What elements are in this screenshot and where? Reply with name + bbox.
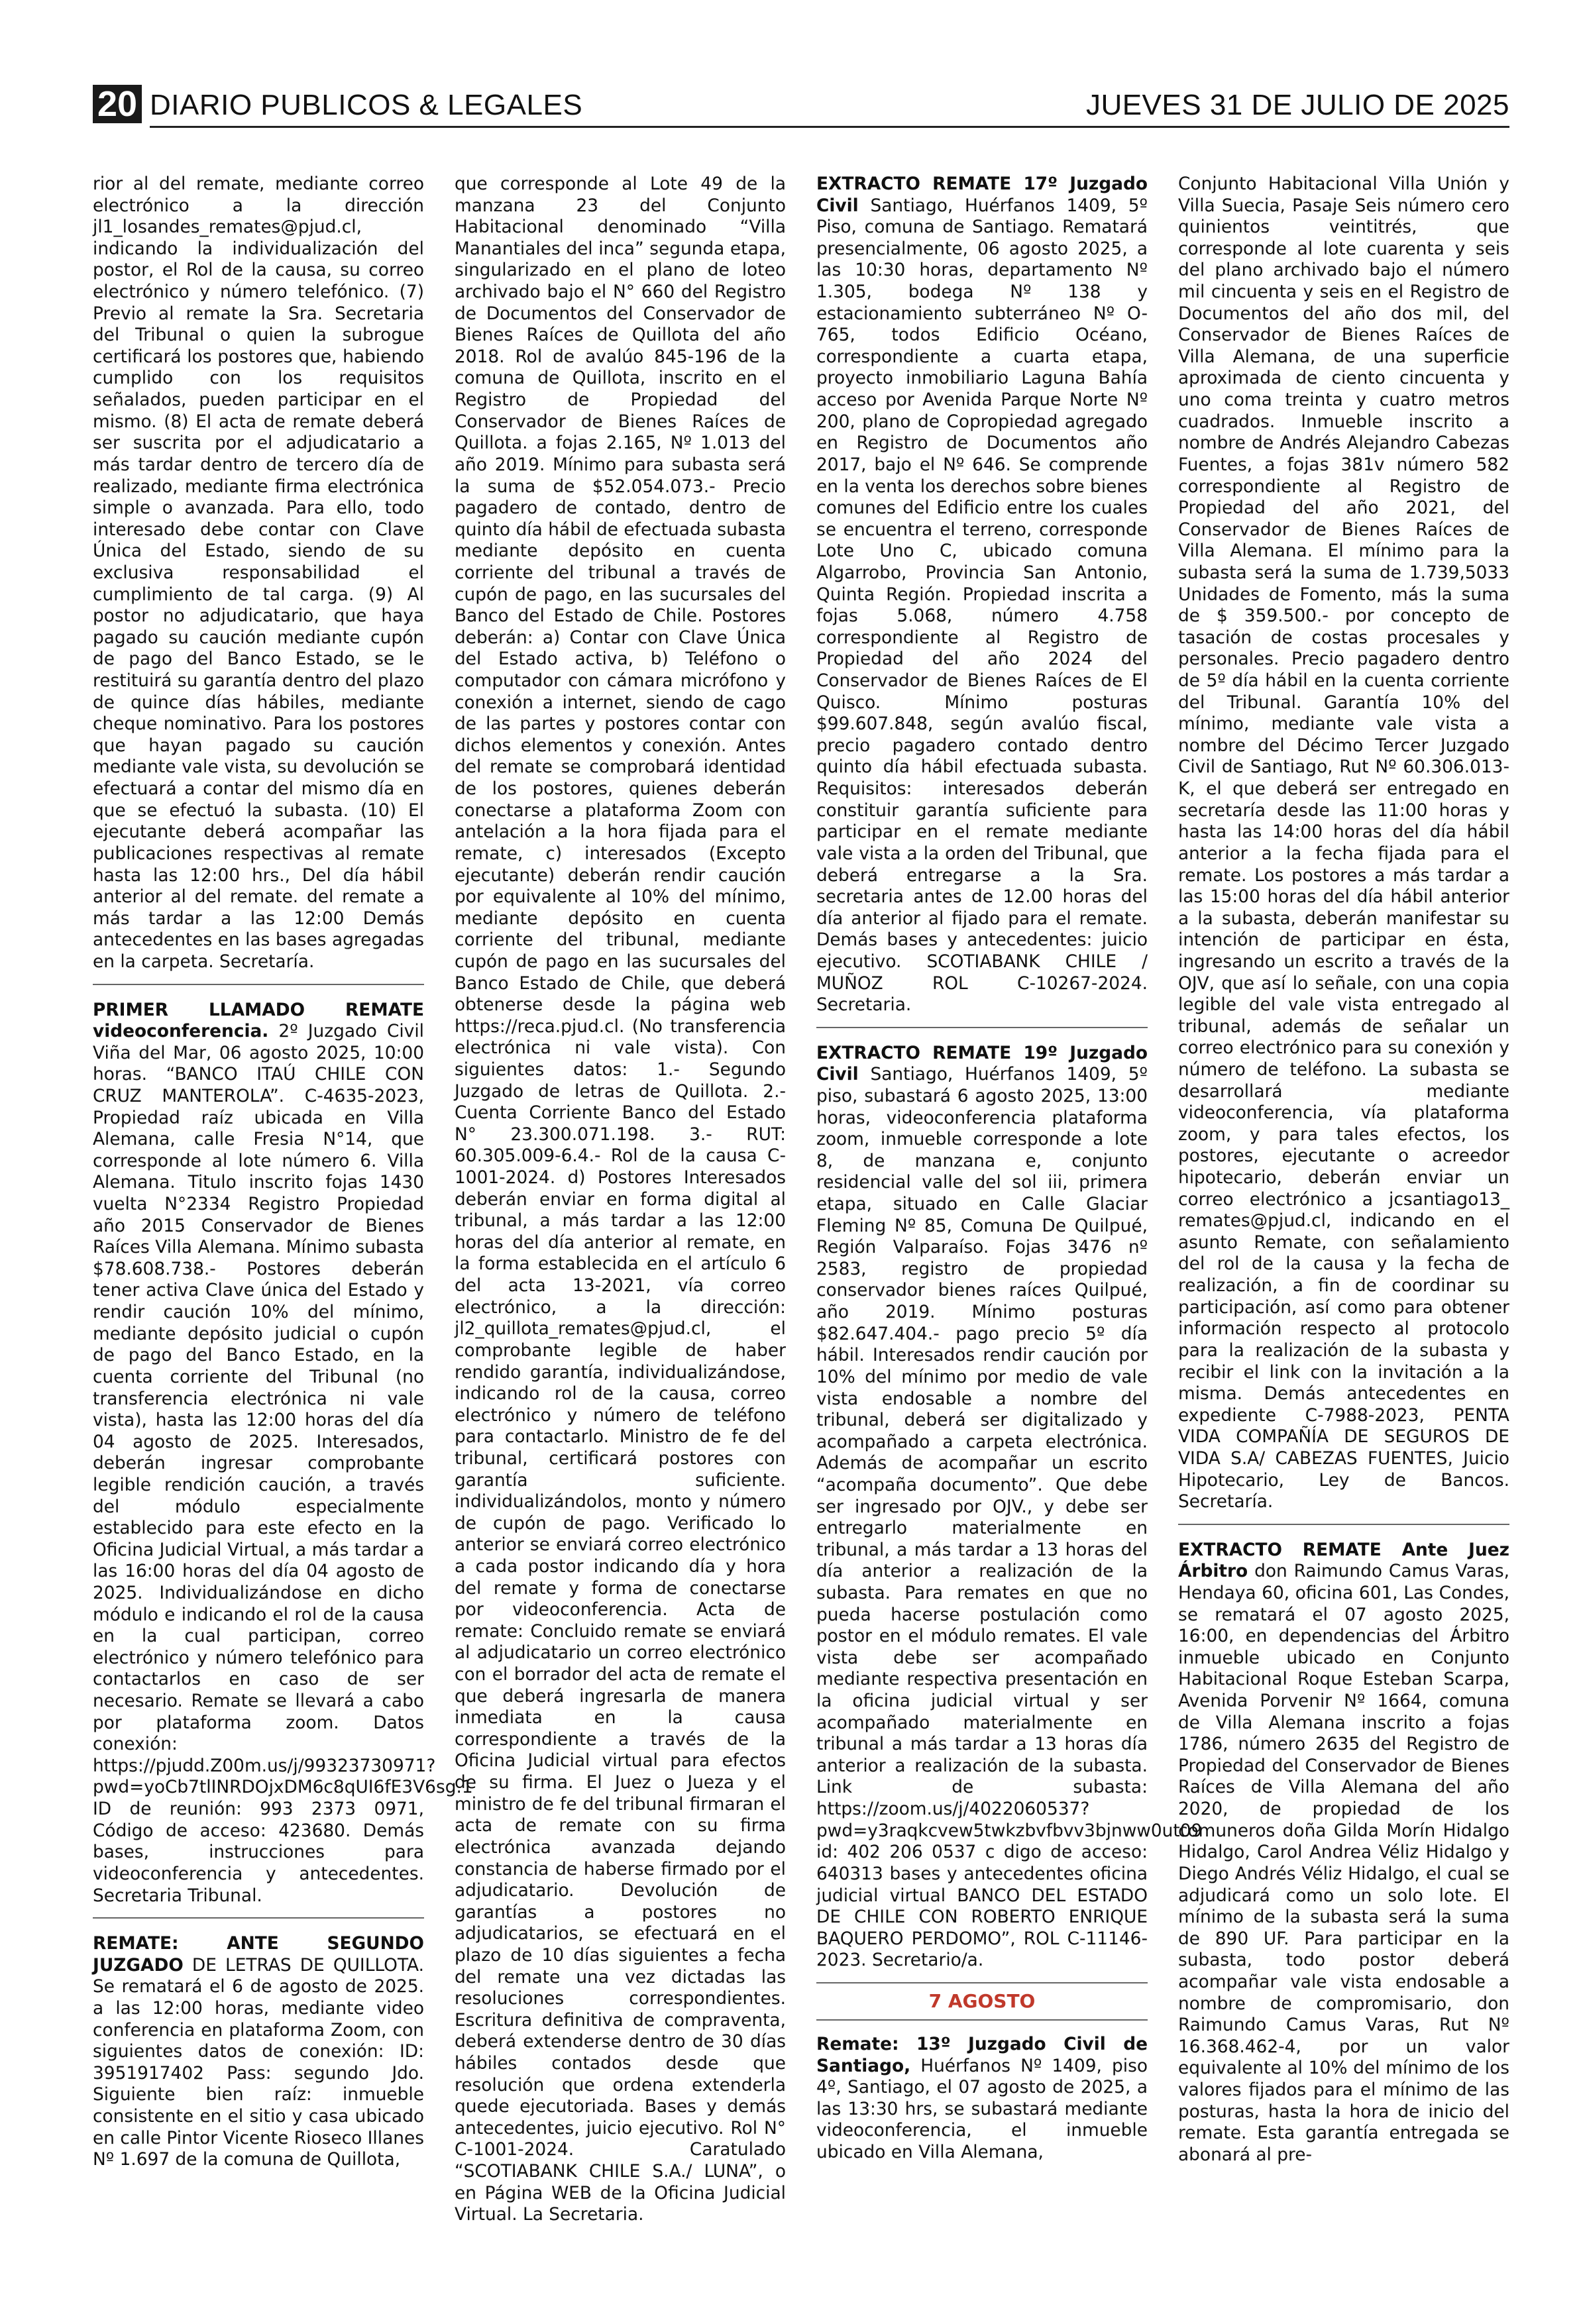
notice-lead: REMATE: ANTE SEGUNDO JUZGADO xyxy=(93,1933,424,1976)
notice-body: que corresponde al Lote 49 de la manzana 23 del Conjunto Habitacional denominado “Villa Manantiales del inca” segunda etapa, singularizado en el plano de loteo archivado bajo el N° 660 del Registro de Documentos del Conservador de Bienes Raíces de Quillota del año 2018. Rol de avalúo 845-196 de la comuna de Quillota, inscrito en el Registro de Propiedad del Conservador de Bienes Raíces de Quillota. a fojas 2.165, Nº 1.013 del año 2019. Mínimo para subasta será la suma de $52.054.073.- Precio pagadero de contado, dentro de quinto día hábil de efectuada subasta mediante depósito en cuenta corriente del tribunal a través de cupón de pago, en las sucursales del Banco del Estado de Chile. Postores deberán: a) Contar con Clave Única del Estado activa, b) Teléfono o computador con cámara micrófono y conexión a internet, siendo de cago de las partes y postores contar con dichos elementos y conexión. Antes del remate se comprobará identidad de los postores, quienes deberán conectarse a plataforma Zoom con antelación a la hora fijada para el remate, c) interesados (Excepto ejecutante) deberán rendir caución por equivalente al 10% del mínimo, mediante depósito en cuenta corriente del tribunal, mediante cupón de pago en las sucursales del Banco Estado de Chile, que deberá obtenerse desde la página web https://reca.pjud.cl. (No transferencia electrónica ni vale vista). Con siguientes datos: 1.- Segundo Juzgado de letras de Quillota. 2.- Cuenta Corriente Banco del Estado N° 23.300.071.198. 3.- RUT: 60.305.009-6.4.- Rol de la causa C-1001-2024. d) Postores Interesados deberán enviar en forma digital al tribunal, a más tardar a las 12:00 horas del día anterior al remate, en la forma establecida en el artículo 6 del acta 13-2021, vía correo electrónico, a la dirección: jl2_quillota_remates@pjud.cl, el comprobante legible de haber rendido garantía, individualizándose, indicando rol de la causa, correo electrónico y número de teléfono para contactarlo. Ministro de fe del tribunal, certificará postores con garantía suficiente. individualizándolos, monto y número de cupón de pago. Verificado lo anterior se enviará correo electrónico a cada postor indicando día y hora del remate y forma de conectarse por videoconferencia. Acta de remate: Concluido remate se enviará al adjudicatario un correo electrónico con el borrador del acta de remate el que deberá ingresarla de manera inmediata en la causa correspondiente a través de la Oficina Judicial virtual para efectos de su firma. El Juez o Jueza y el ministro de fe del tribunal firmaran el acta de remate con su firma electrónica avanzada dejando constancia de haberse firmado por el adjudicatario. Devolución de garantías a postores no adjudicatarios, se efectuará en el plazo de 10 días siguientes a fecha del remate una vez dictadas las resoluciones correspondientes. Escritura definitiva de compraventa, deberá extenderse dentro de 30 días hábiles contados desde que resolución que ordena extenderla quede ejecutoriada. Bases y demás antecedentes, juicio ejecutivo. Rol N° C-1001-2024. Caratulado “SCOTIABANK CHILE S.A./ LUNA”, o en Página WEB de la Oficina Judicial Virtual. La Secretaria. xyxy=(455,174,786,2225)
column-3 xyxy=(816,174,1203,2267)
notice-separator xyxy=(816,1027,1148,1028)
notice-paragraph xyxy=(816,1042,1203,1972)
notice-lead: EXTRACTO REMATE 17º Juzgado Civil xyxy=(816,174,1148,216)
column-2 xyxy=(455,174,786,2267)
notice-body: Conjunto Habitacional Villa Unión y Villa Suecia, Pasaje Seis número cero quinientos veintitrés, que corresponde al lote cuarenta y seis del plano archivado bajo el número mil cincuenta y seis en el Registro de Documentos del año dos mil, del Conservador de Bienes Raíces de Villa Alemana, de una superficie aproximada de ciento cincuenta y uno coma treinta y cuatro metros cuadrados. Inmueble inscrito a nombre de Andrés Alejandro Cabezas Fuentes, a fojas 381v número 582 correspondiente al Registro de Propiedad del año 2021, del Conservador de Bienes Raíces de Villa Alemana. El mínimo para la subasta será la suma de 1.739,5033 Unidades de Fomento, más la suma de $ 359.500.- por concepto de tasación de costas procesales y personales. Precio pagadero dentro de 5º día hábil en la cuenta corriente del Tribunal. Garantía 10% del mínimo, mediante vale vista a nombre del Décimo Tercer Juzgado Civil de Santiago, Rut Nº 60.306.013-K, el que deberá ser entregado en secretaría desde las 11:00 horas y hasta las 14:00 horas del día hábil anterior a la fecha fijada para el remate. Los postores a más tardar a las 15:00 horas del día hábil anterior a la subasta, deberán manifestar su intención de participar en ésta, ingresando un escrito a través de la OJV, que así lo señale, con una copia legible del vale vista entregado al tribunal, además de señalar un correo electrónico para su conexión y número de teléfono. La subasta se desarrollará mediante videoconferencia, vía plataforma zoom, y para tales efectos, los postores, ejecutante o acreedor hipotecario, deberán enviar un correo electrónico a jcsantiago13_ remates@pjud.cl, indicando en el asunto Remate, con señalamiento del rol de la causa y la fecha de realización, a fin de coordinar su participación, así como para obtener información respecto al protocolo para la realización de la subasta y recibir el link con la invitación a la misma. Demás antecedentes en expediente C-7988-2023, PENTA VIDA COMPAÑÍA DE SEGUROS DE VIDA S.A/ CABEZAS FUENTES, Juicio Hipotecario, Ley de Bancos. Secretaría. xyxy=(1178,174,1509,1512)
text-columns xyxy=(93,174,1509,2267)
page-number: 20 xyxy=(93,85,142,123)
notice-body: Santiago, Huérfanos 1409, 5º Piso, comuna de Santiago. Rematará presencialmente, 06 agosto 2025, a las 10:30 horas, departamento Nº 1.305, bodega Nº 138 y estacionamiento subterráneo Nº O-765, todos Edificio Océano, correspondiente a cuarta etapa, proyecto inmobiliario Laguna Bahía acceso por Avenida Parque Norte Nº 200, plano de Copropiedad agregado en Registro de Documentos año 2017, bajo el Nº 646. Se comprende en la venta los derechos sobre bienes comunes del Edificio entre los cuales se encuentra el terreno, corresponde Lote Uno C, ubicado comuna Algarrobo, Provincia San Antonio, Quinta Región. Propiedad inscrita a fojas 5.068, número 4.758 correspondiente al Registro de Propiedad del año 2024 del Conservador de Bienes Raíces de El Quisco. Mínimo posturas $99.607.848, según avalúo fiscal, precio pagadero contado dentro quinto día hábil efectuada subasta. Requisitos: interesados deberán constituir garantía suficiente para participar en el remate mediante vale vista a la orden del Tribunal, que deberá entregarse a la Sra. secretaria antes de 12.00 horas del día anterior al fijado para el remate. Demás bases y antecedentes: juicio ejecutivo. SCOTIABANK CHILE / MUÑOZ ROL C-10267-2024. Secretaria. xyxy=(816,195,1148,1016)
notice-body: Santiago, Huérfanos 1409, 5º piso, subastará 6 agosto 2025, 13:00 horas, videoconferencia plataforma zoom, inmueble corresponde a lote 8, de manzana e, conjunto residencial valle del sol iii, primera etapa, situado en Calle Glaciar Fleming Nº 85, Comuna De Quilpué, Región Valparaíso. Fojas 3476 nº 2583, registro de propiedad conservador bienes raíces Quilpué, año 2019. Mínimo posturas $82.647.404.- pago precio 5º día hábil. Interesados rendir caución por 10% del mínimo por medio de vale vista endosable a nombre del tribunal, deberá ser digitalizado y acompañado a carpeta electrónica. Además de acompañar un escrito “acompaña documento”. Que debe ser ingresado por OJV., y debe ser entregarlo materialmente en tribunal, a más tardar a 13 horas del día anterior a realización de la subasta. Para remates en que no pueda hacerse postulación como postor en el módulo remates. El vale vista debe ser acompañado mediante respectiva presentación en la oficina judicial virtual y ser acompañado materialmente en tribunal a más tardar a 13 horas día anterior a realización de la subasta. Link de subasta: https://zoom.us/j/4022060537?pwd=y3raqkcvew5twkzbvfbvv3bjnww0ut09 id: 402 206 0537 c digo de acceso: 640313 bases y antecedentes oficina judicial virtual BANCO DEL ESTADO DE CHILE CON ROBERTO ENRIQUE BAQUERO PERDOMO”, ROL C-11146-2023. Secretario/a. xyxy=(816,1064,1203,1971)
column-4 xyxy=(1178,174,1509,2267)
header-rule xyxy=(150,126,1509,128)
notice-paragraph xyxy=(816,174,1148,1016)
notice-separator xyxy=(93,984,424,985)
notice-body: 2º Juzgado Civil Viña del Mar, 06 agosto 2025, 10:00 horas. “BANCO ITAÚ CHILE CON CRUZ MANTEROLA”. C-4635-2023, Propiedad raíz ubicada en Villa Alemana, calle Fresia N°14, que corresponde al lote número 6. Villa Alemana. Titulo inscrito fojas 1430 vuelta N°2334 Registro Propiedad año 2015 Conservador de Bienes Raíces Villa Alemana. Mínimo subasta $78.608.738.- Postores deberán tener activa Clave única del Estado y rendir caución 10% del mínimo, mediante depósito judicial o cupón de pago del Banco Estado, en la cuenta corriente del Tribunal (no transferencia electrónica ni vale vista), hasta las 12:00 horas del día 04 agosto de 2025. Interesados, deberán ingresar comprobante legible rendición caución, a través del módulo especialmente establecido para este efecto en la Oficina Judicial Virtual, a más tardar a las 16:00 horas del día 04 agosto de 2025. Individualizándose en dicho módulo e indicando el rol de la causa en la cual participan, correo electrónico y número telefónico para contactarlos en caso de ser necesario. Remate se llevará a cabo por plataforma zoom. Datos conexión: https://pjudd.Z00m.us/j/99323730971?pwd=yoCb7tlINRDOjxDM6c8qUI6fE3V6sg.1 ID de reunión: 993 2373 0971, Código de acceso: 423680. Demás bases, instrucciones para videoconferencia y antecedentes. Secretaria Tribunal. xyxy=(93,1021,473,1906)
notice-paragraph xyxy=(455,174,786,2226)
notice-paragraph xyxy=(93,1933,424,2171)
notice-separator xyxy=(1178,1524,1509,1525)
notice-lead: Remate: 13º Juzgado Civil de Santiago, xyxy=(816,2033,1148,2076)
notice-lead: EXTRACTO REMATE 19º Juzgado Civil xyxy=(816,1042,1148,1085)
publication-title: DIARIO PUBLICOS & LEGALES xyxy=(150,89,583,121)
notice-separator xyxy=(93,1917,424,1919)
notice-paragraph xyxy=(93,174,424,973)
notice-paragraph xyxy=(1178,174,1509,1513)
notice-body: DE LETRAS DE QUILLOTA. Se rematará el 6 de agosto de 2025. a las 12:00 horas, mediante video conferencia en plataforma Zoom, con siguientes datos de conexión: ID: 3951917402 Pass: segundo Jdo. Siguiente bien raíz: inmueble consistente en el sitio y casa ubicado en calle Pintor Vicente Rioseco Illanes Nº 1.697 de la comuna de Quillota, xyxy=(93,1954,424,2170)
notice-paragraph xyxy=(93,999,473,1907)
page-header xyxy=(93,81,1509,125)
notice-lead: EXTRACTO REMATE Ante Juez Árbitro xyxy=(1178,1539,1509,1582)
notice-lead: PRIMER LLAMADO REMATE videoconferencia. xyxy=(93,999,424,1042)
column-1 xyxy=(93,174,473,2267)
notice-body: don Raimundo Camus Varas, Hendaya 60, oficina 601, Las Condes, se rematará el 07 agosto 2025, 16:00, en dependencias del Árbitro inmueble ubicado en Conjunto Habitacional Roque Esteban Scarpa, Avenida Porvenir Nº 1664, comuna de Villa Alemana inscrito a fojas 1786, número 2635 del Registro de Propiedad del Conservador de Bienes Raíces de Villa Alemana del año 2020, de propiedad de los comuneros doña Gilda Morín Hidalgo Hidalgo, Carol Andrea Véliz Hidalgo y Diego Andrés Véliz Hidalgo, el cual se adjudicará como un solo lote. El mínimo de la subasta será la suma de 890 UF. Para participar en la subasta, todo postor deberá acompañar vale vista endosable a nombre de compromisario, don Raimundo Camus Varas, Rut Nº 16.368.462-4, por un valor equivalente al 10% del mínimo de los valores fijados para el mínimo de las posturas, hasta la hora de inicio del remate. Esta garantía entregada se abonará al pre- xyxy=(1178,1561,1509,2165)
notice-paragraph xyxy=(816,2034,1148,2164)
notice-body: rior al del remate, mediante correo electrónico a la dirección jl1_losandes_remates@pjud.cl, indicando la individualización del postor, el Rol de la causa, su correo electrónico y número telefónico. (7) Previo al remate la Sra. Secretaria del Tribunal o quien la subrogue certificará los postores que, habiendo cumplido con los requisitos señalados, pueden participar en el mismo. (8) El acta de remate deberá ser suscrita por el adjudicatario a más tardar dentro de tercero día de realizado, mediante firma electrónica simple o avanzada. Para ello, todo interesado debe contar con Clave Única del Estado, siendo de su exclusiva responsabilidad el cumplimiento de tal carga. (9) Al postor no adjudicatario, que haya pagado su caución mediante cupón de pago del Banco Estado, se le restituirá su garantía dentro del plazo de quince días hábiles, mediante cheque nominativo. Para los postores que hayan pagado su caución mediante vale vista, su devolución se efectuará a contar del mismo día en que se efectuó la subasta. (10) El ejecutante deberá acompañar las publicaciones respectivas al remate hasta las 12:00 hrs., Del día hábil anterior al del remate. del remate a más tardar a las 12:00 Demás antecedentes en las bases agregadas en la carpeta. Secretaría. xyxy=(93,174,424,972)
notice-body: Huérfanos Nº 1409, piso 4º, Santiago, el 07 agosto de 2025, a las 13:30 hrs, se subastará mediante videoconferencia, el inmueble ubicado en Villa Alemana, xyxy=(816,2055,1148,2163)
date-section-heading: 7 AGOSTO xyxy=(816,1982,1148,2021)
notice-paragraph xyxy=(1178,1540,1509,2166)
issue-date: JUEVES 31 DE JULIO DE 2025 xyxy=(1085,89,1509,121)
